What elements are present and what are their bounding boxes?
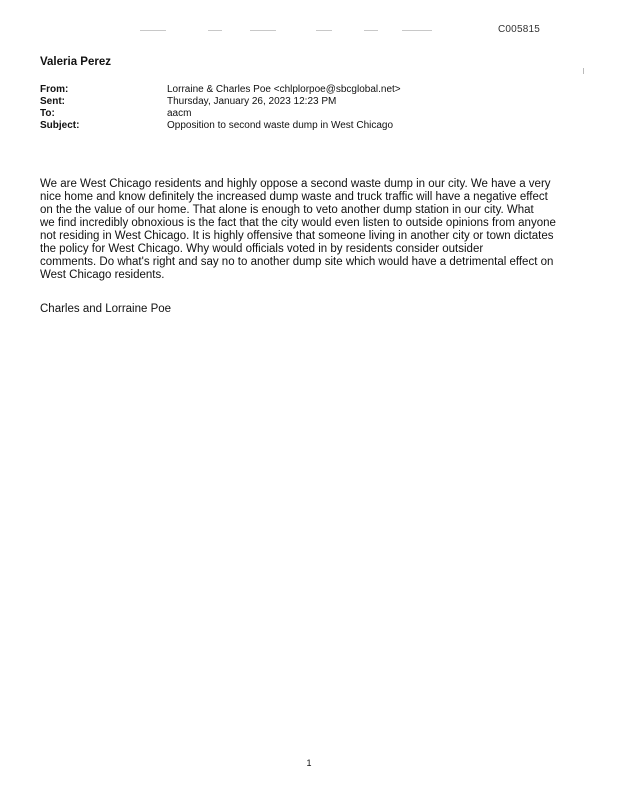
bates-number: C005815 [498,24,540,35]
body-line: West Chicago residents. [40,269,165,281]
header-label: To: [40,108,55,119]
recipient-name: Valeria Perez [40,56,111,68]
header-label: Subject: [40,120,80,131]
email-body [40,178,596,282]
signature: Charles and Lorraine Poe [40,303,172,315]
header-label: Sent: [40,96,65,107]
body-line: on the the value of our home. That alone is enough to veto another dump station in our city. What [40,204,534,216]
faint-header-strip [140,30,440,36]
body-line: we find incredibly obnoxious is the fact that the city would even listen to outside opinions from anyone [40,217,556,229]
body-line: not residing in West Chicago. It is highly offensive that someone living in another city or town dictates [40,230,554,242]
body-line: nice home and know definitely the increased dump waste and truck traffic will have a negative effect [40,191,548,203]
header-value: Thursday, January 26, 2023 12:23 PM [167,96,337,107]
header-label: From: [40,84,69,95]
page-number: 1 [306,758,312,768]
header-value: aacm [167,108,192,119]
body-line: We are West Chicago residents and highly oppose a second waste dump in our city. We have a very [40,178,551,190]
header-value: Opposition to second waste dump in West Chicago [167,120,394,131]
edge-mark [583,68,584,74]
body-line: comments. Do what's right and say no to another dump site which would have a detrimental effect on [40,256,554,268]
body-line: the policy for West Chicago. Why would officials voted in by residents consider outsider [40,243,484,255]
header-value: Lorraine & Charles Poe <chlplorpoe@sbcglobal.net> [167,84,401,95]
